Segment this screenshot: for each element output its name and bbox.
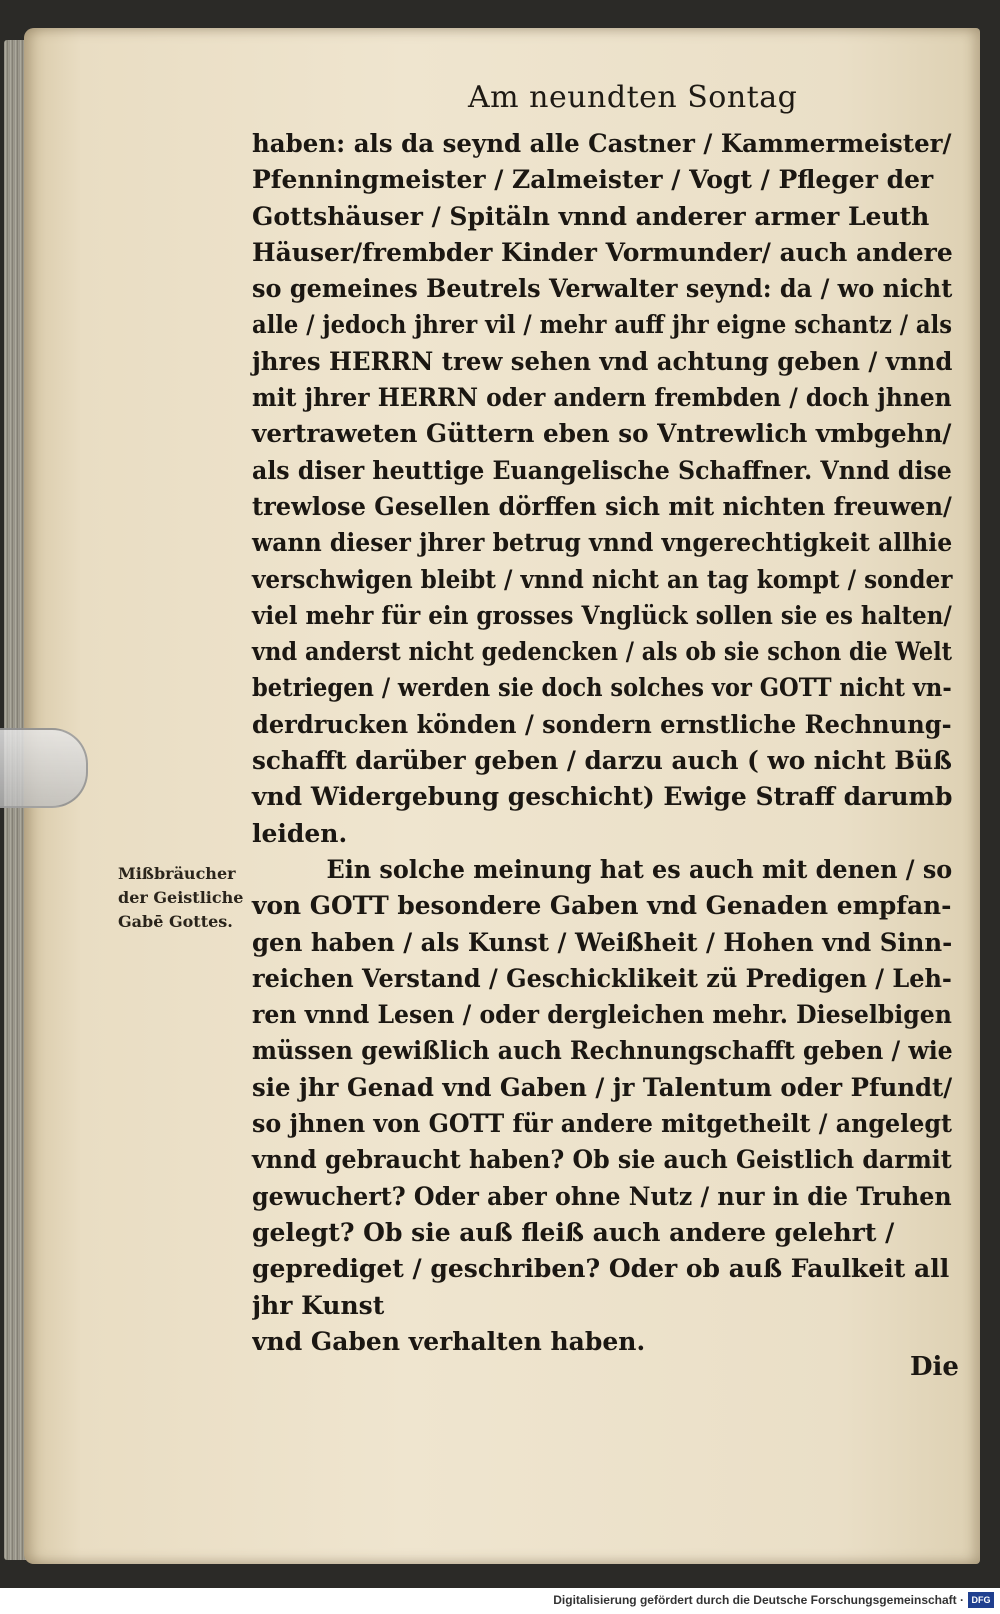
text-line: von GOTT besondere Gaben vnd Genaden empfan- <box>252 891 952 921</box>
text-line: vnd Widergebung geschicht) Ewige Straff darumb <box>252 782 953 812</box>
text-line-wrapped: gelegt? Ob sie auß fleiß auch andere gelehrt / geprediget / geschriben? Oder ob auß Faulkeit all jhr Kunst <box>252 1217 950 1320</box>
text-line: betriegen / werden sie doch solches vor GOTT nicht vn- <box>252 673 952 703</box>
text-line: jhres HERRN trew sehen vnd achtung geben / vnnd <box>252 346 953 376</box>
text-line: trewlose Gesellen dörffen sich mit nichten freuwen/ <box>252 491 952 521</box>
text-line: schafft darüber geben / darzu auch ( wo nicht Büß <box>252 746 952 776</box>
body-text <box>252 126 952 1360</box>
text-line: viel mehr für ein grosses Vnglück sollen sie es halten/ <box>252 600 952 630</box>
text-line: müssen gewißlich auch Rechnungschafft geben / wie <box>252 1036 953 1066</box>
text-line: gen haben / als Kunst / Weißheit / Hohen vnd Sinn- <box>252 927 953 957</box>
text-line: Häuser/frembder Kinder Vormunder/ auch andere <box>252 237 953 267</box>
text-line: ren vnnd Lesen / oder dergleichen mehr. Dieselbigen <box>252 1000 952 1030</box>
footer-bar <box>0 1588 1000 1614</box>
text-line: so gemeines Beutrels Verwalter seynd: da / wo nicht <box>252 274 953 304</box>
text-line: als diser heuttige Euangelische Schaffner. Vnnd dise <box>252 455 952 485</box>
dfg-logo-icon: DFG <box>968 1592 994 1608</box>
text-line: haben: als da seynd alle Castner / Kammermeister/ <box>252 129 952 158</box>
text-line: vnnd gebraucht haben? Ob sie auch Geistlich darmit <box>252 1145 952 1175</box>
text-line: alle / jedoch jhrer vil / mehr auff jhr eigne schantz / als <box>252 310 952 340</box>
funding-credit: Digitalisierung gefördert durch die Deutsche Forschungsgemeinschaft · <box>553 1593 964 1607</box>
marginal-note <box>118 862 243 934</box>
text-line: derdrucken könden / sondern ernstliche Rechnung- <box>252 709 952 739</box>
text-line: so jhnen von GOTT für andere mitgetheilt / angelegt <box>252 1109 952 1139</box>
text-line: reichen Verstand / Geschicklikeit zü Predigen / Leh- <box>252 963 952 993</box>
marginal-note-line: der Geistliche <box>118 888 244 907</box>
text-line: mit jhrer HERRN oder andern frembden / doch jhnen <box>252 383 952 413</box>
text-line: Gottshäuser / Spitäln vnnd anderer armer Leuth <box>252 201 930 231</box>
text-line: verschwigen bleibt / vnnd nicht an tag kompt / sonder <box>252 564 953 594</box>
text-line: vnd anderst nicht gedencken / als ob sie schon die Welt <box>252 637 953 667</box>
running-head: Am neundten Sontag <box>468 80 798 115</box>
marginal-note-line: Gabē Gottes. <box>118 912 233 931</box>
page-clip <box>0 728 88 808</box>
marginal-note-line: Mißbräucher <box>118 864 236 883</box>
text-line: Ein solche meinung hat es auch mit denen / so <box>326 854 953 884</box>
text-line: vnd Gaben verhalten haben. <box>252 1326 646 1356</box>
text-line: gewuchert? Oder aber ohne Nutz / nur in die Truhen <box>252 1181 952 1211</box>
text-line: wann dieser jhrer betrug vnnd vngerechtigkeit allhie <box>252 528 953 558</box>
text-line: vertraweten Güttern eben so Vntrewlich vmbgehn/ <box>252 419 952 449</box>
text-line: sie jhr Genad vnd Gaben / jr Talentum oder Pfundt/ <box>252 1072 953 1102</box>
text-line: leiden. <box>252 818 348 848</box>
catchword: Die <box>910 1352 959 1382</box>
text-line: Pfenningmeister / Zalmeister / Vogt / Pfleger der <box>252 165 934 195</box>
